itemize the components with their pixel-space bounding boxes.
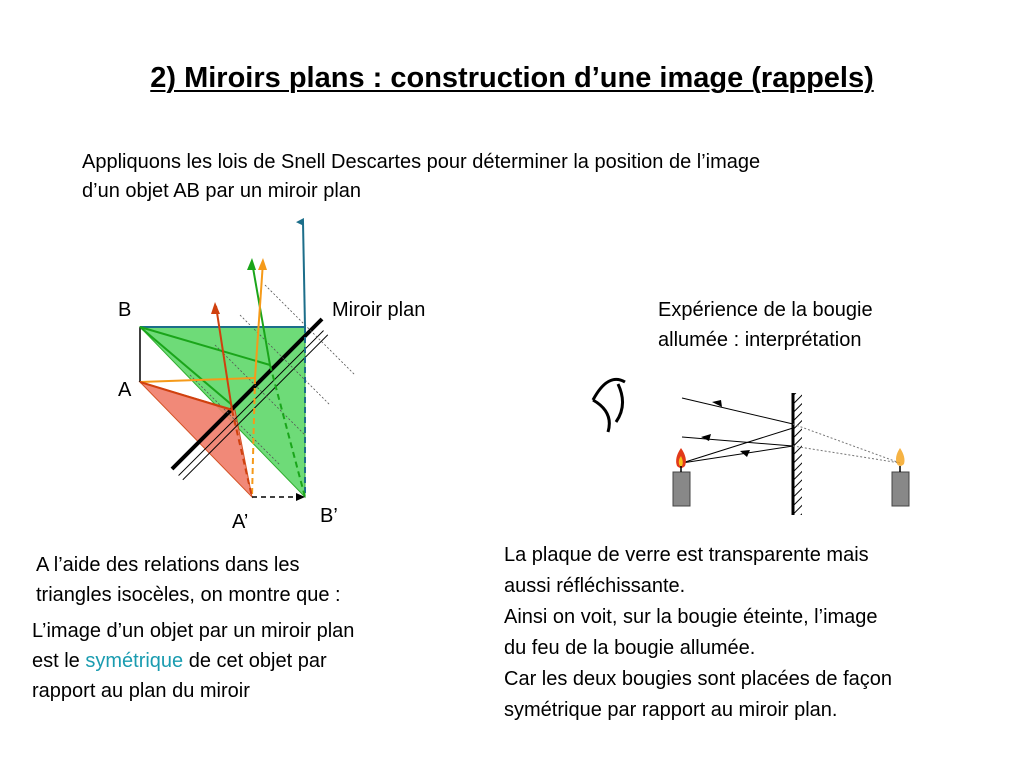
explanation-line-6: symétrique par rapport au miroir plan. (504, 699, 838, 721)
explanation-line-4: du feu de la bougie allumée. (504, 637, 756, 659)
candle-title-line-1: Expérience de la bougie (658, 299, 873, 321)
conclusion-line-2-start: est le (32, 650, 86, 672)
conclusion-line-3: rapport au plan du miroir (32, 680, 250, 702)
relations-text (36, 550, 341, 610)
candle-rays (682, 398, 793, 463)
lit-candle-body (673, 472, 690, 506)
explanation-text (504, 540, 892, 726)
conclusion-line-2-end: de cet objet par (183, 650, 327, 672)
explanation-line-3: Ainsi on voit, sur la bougie éteinte, l’image (504, 606, 878, 628)
candle-title-line-2: allumée : interprétation (658, 329, 862, 351)
conclusion-line-1: L’image d’un objet par un miroir plan (32, 620, 355, 642)
label-b-prime: B’ (320, 505, 338, 527)
label-a: A (118, 379, 132, 401)
intro-line-2: d’un objet AB par un miroir plan (82, 180, 362, 202)
unlit-candle-body (892, 472, 909, 506)
explanation-line-5: Car les deux bougies sont placées de façon (504, 668, 893, 690)
page-title: 2) Miroirs plans : construction d’une image (rappels) (150, 62, 874, 94)
explanation-line-2: aussi réfléchissante. (504, 575, 686, 597)
label-a-prime: A’ (232, 511, 249, 533)
label-b: B (118, 299, 132, 321)
relations-line-1: A l’aide des relations dans les (36, 554, 300, 576)
glass-plate-hatching (794, 393, 802, 515)
symmetric-highlight: symétrique (85, 650, 184, 672)
eye-icon (593, 379, 625, 432)
label-mirror-plan: Miroir plan (332, 299, 426, 321)
explanation-line-1: La plaque de verre est transparente mais (504, 544, 869, 566)
intro-line-1: Appliquons les lois de Snell Descartes pour déterminer la position de l’image (82, 151, 761, 173)
reflected-flame (896, 448, 905, 466)
relations-line-2: triangles isocèles, on montre que : (36, 584, 341, 606)
ray-arrowhead-2 (701, 434, 711, 441)
candle-virtual-rays (793, 424, 900, 463)
conclusion-line-2 (32, 646, 354, 676)
conclusion-text (32, 616, 354, 706)
